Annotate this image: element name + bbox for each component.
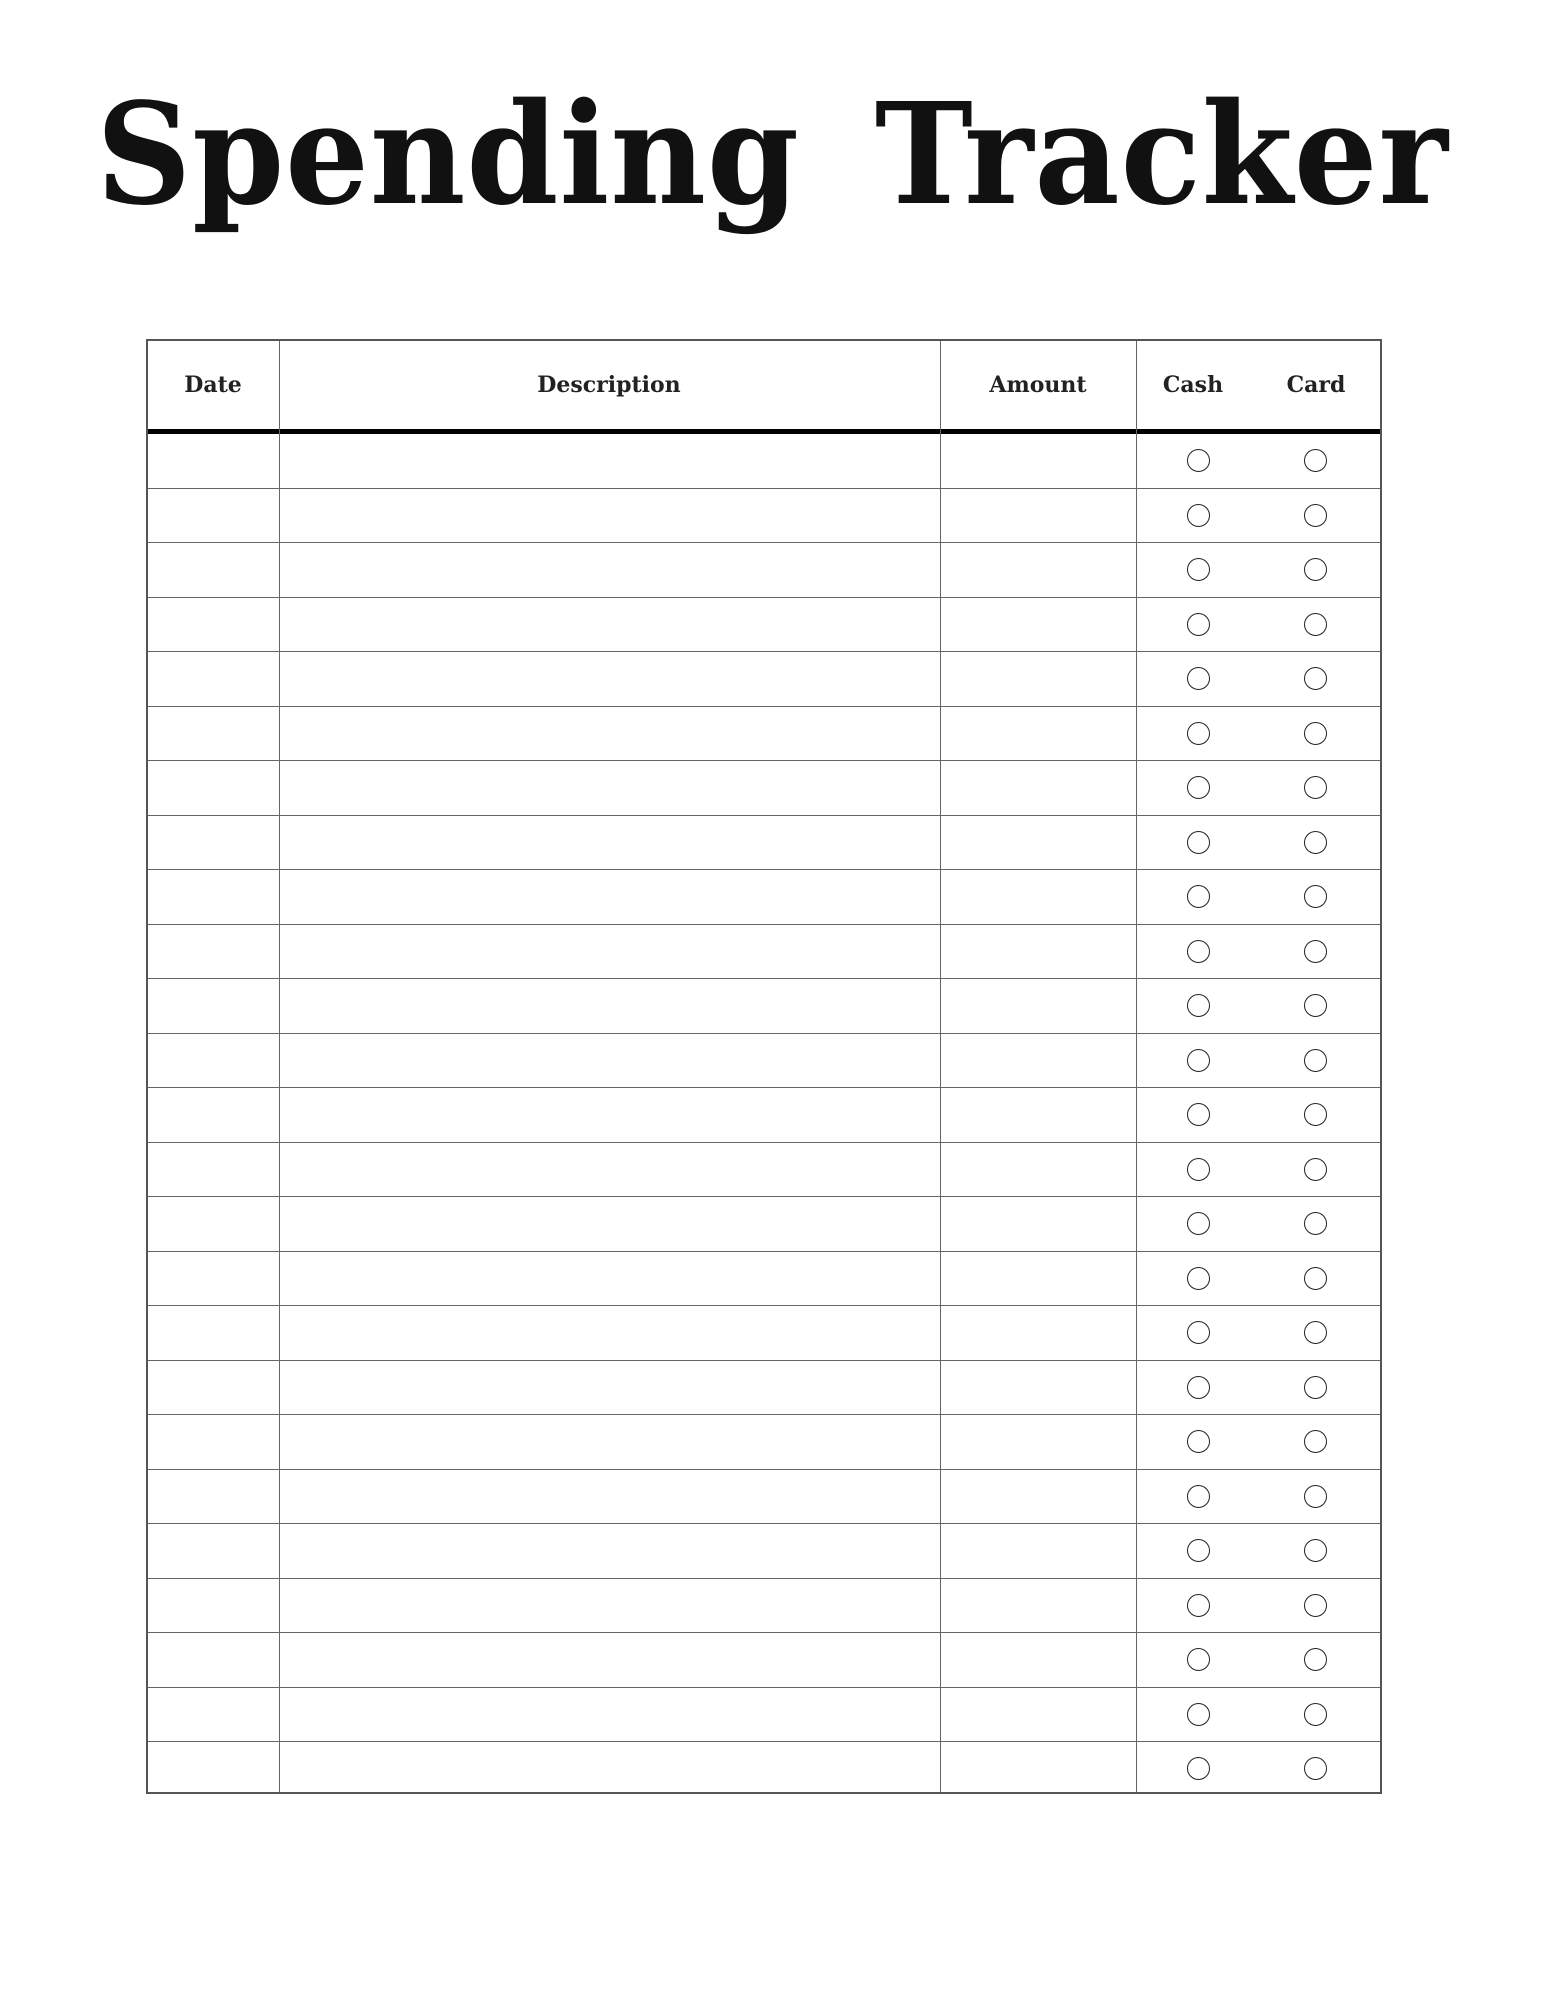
table-row (148, 543, 1380, 598)
cash-radio[interactable] (1187, 885, 1210, 908)
table-row (148, 1306, 1380, 1361)
page-title: Spending Tracker (96, 73, 1449, 237)
column-divider (940, 341, 941, 1792)
card-radio[interactable] (1304, 1539, 1327, 1562)
cash-radio[interactable] (1187, 1049, 1210, 1072)
header-cash: Cash (1162, 372, 1224, 398)
card-radio[interactable] (1304, 1158, 1327, 1181)
table-row (148, 489, 1380, 544)
table-row (148, 1633, 1380, 1688)
table-header (148, 341, 1380, 434)
cash-radio[interactable] (1187, 722, 1210, 745)
cash-radio[interactable] (1187, 1594, 1210, 1617)
card-radio[interactable] (1304, 1430, 1327, 1453)
header-date: Date (184, 372, 242, 398)
table-row (148, 979, 1380, 1034)
card-radio[interactable] (1304, 1267, 1327, 1290)
table-row (148, 925, 1380, 980)
card-radio[interactable] (1304, 1703, 1327, 1726)
table-row (148, 707, 1380, 762)
table-row (148, 1470, 1380, 1525)
card-radio[interactable] (1304, 504, 1327, 527)
header-card: Card (1286, 372, 1346, 398)
cash-radio[interactable] (1187, 1158, 1210, 1181)
cash-radio[interactable] (1187, 1703, 1210, 1726)
cash-radio[interactable] (1187, 940, 1210, 963)
cash-radio[interactable] (1187, 504, 1210, 527)
table-row (148, 1143, 1380, 1198)
table-row (148, 1415, 1380, 1470)
cash-radio[interactable] (1187, 1485, 1210, 1508)
cash-radio[interactable] (1187, 667, 1210, 690)
card-radio[interactable] (1304, 1648, 1327, 1671)
table-row (148, 1252, 1380, 1307)
card-radio[interactable] (1304, 722, 1327, 745)
cash-radio[interactable] (1187, 831, 1210, 854)
card-radio[interactable] (1304, 1376, 1327, 1399)
table-row (148, 1361, 1380, 1416)
cash-radio[interactable] (1187, 994, 1210, 1017)
card-radio[interactable] (1304, 831, 1327, 854)
card-radio[interactable] (1304, 994, 1327, 1017)
card-radio[interactable] (1304, 776, 1327, 799)
card-radio[interactable] (1304, 940, 1327, 963)
spending-table (146, 339, 1382, 1794)
cash-radio[interactable] (1187, 1648, 1210, 1671)
cash-radio[interactable] (1187, 1757, 1210, 1780)
card-radio[interactable] (1304, 1485, 1327, 1508)
table-row (148, 652, 1380, 707)
table-row (148, 1688, 1380, 1743)
card-radio[interactable] (1304, 1757, 1327, 1780)
header-amount: Amount (989, 372, 1087, 398)
header-description: Description (537, 372, 681, 398)
table-row (148, 1742, 1380, 1797)
cash-radio[interactable] (1187, 613, 1210, 636)
column-divider (1136, 341, 1137, 1792)
card-radio[interactable] (1304, 558, 1327, 581)
cash-radio[interactable] (1187, 1430, 1210, 1453)
card-radio[interactable] (1304, 1049, 1327, 1072)
card-radio[interactable] (1304, 613, 1327, 636)
cash-radio[interactable] (1187, 1212, 1210, 1235)
table-row (148, 761, 1380, 816)
card-radio[interactable] (1304, 1212, 1327, 1235)
card-radio[interactable] (1304, 1103, 1327, 1126)
table-row (148, 434, 1380, 489)
card-radio[interactable] (1304, 1321, 1327, 1344)
cash-radio[interactable] (1187, 1267, 1210, 1290)
cash-radio[interactable] (1187, 449, 1210, 472)
table-row (148, 870, 1380, 925)
card-radio[interactable] (1304, 1594, 1327, 1617)
cash-radio[interactable] (1187, 1103, 1210, 1126)
cash-radio[interactable] (1187, 776, 1210, 799)
table-row (148, 1088, 1380, 1143)
cash-radio[interactable] (1187, 1321, 1210, 1344)
table-row (148, 1034, 1380, 1089)
cash-radio[interactable] (1187, 1376, 1210, 1399)
table-body (148, 434, 1380, 1792)
table-row (148, 1524, 1380, 1579)
cash-radio[interactable] (1187, 558, 1210, 581)
card-radio[interactable] (1304, 449, 1327, 472)
table-row (148, 598, 1380, 653)
card-radio[interactable] (1304, 885, 1327, 908)
card-radio[interactable] (1304, 667, 1327, 690)
table-row (148, 816, 1380, 871)
cash-radio[interactable] (1187, 1539, 1210, 1562)
column-divider (279, 341, 280, 1792)
table-row (148, 1197, 1380, 1252)
table-row (148, 1579, 1380, 1634)
